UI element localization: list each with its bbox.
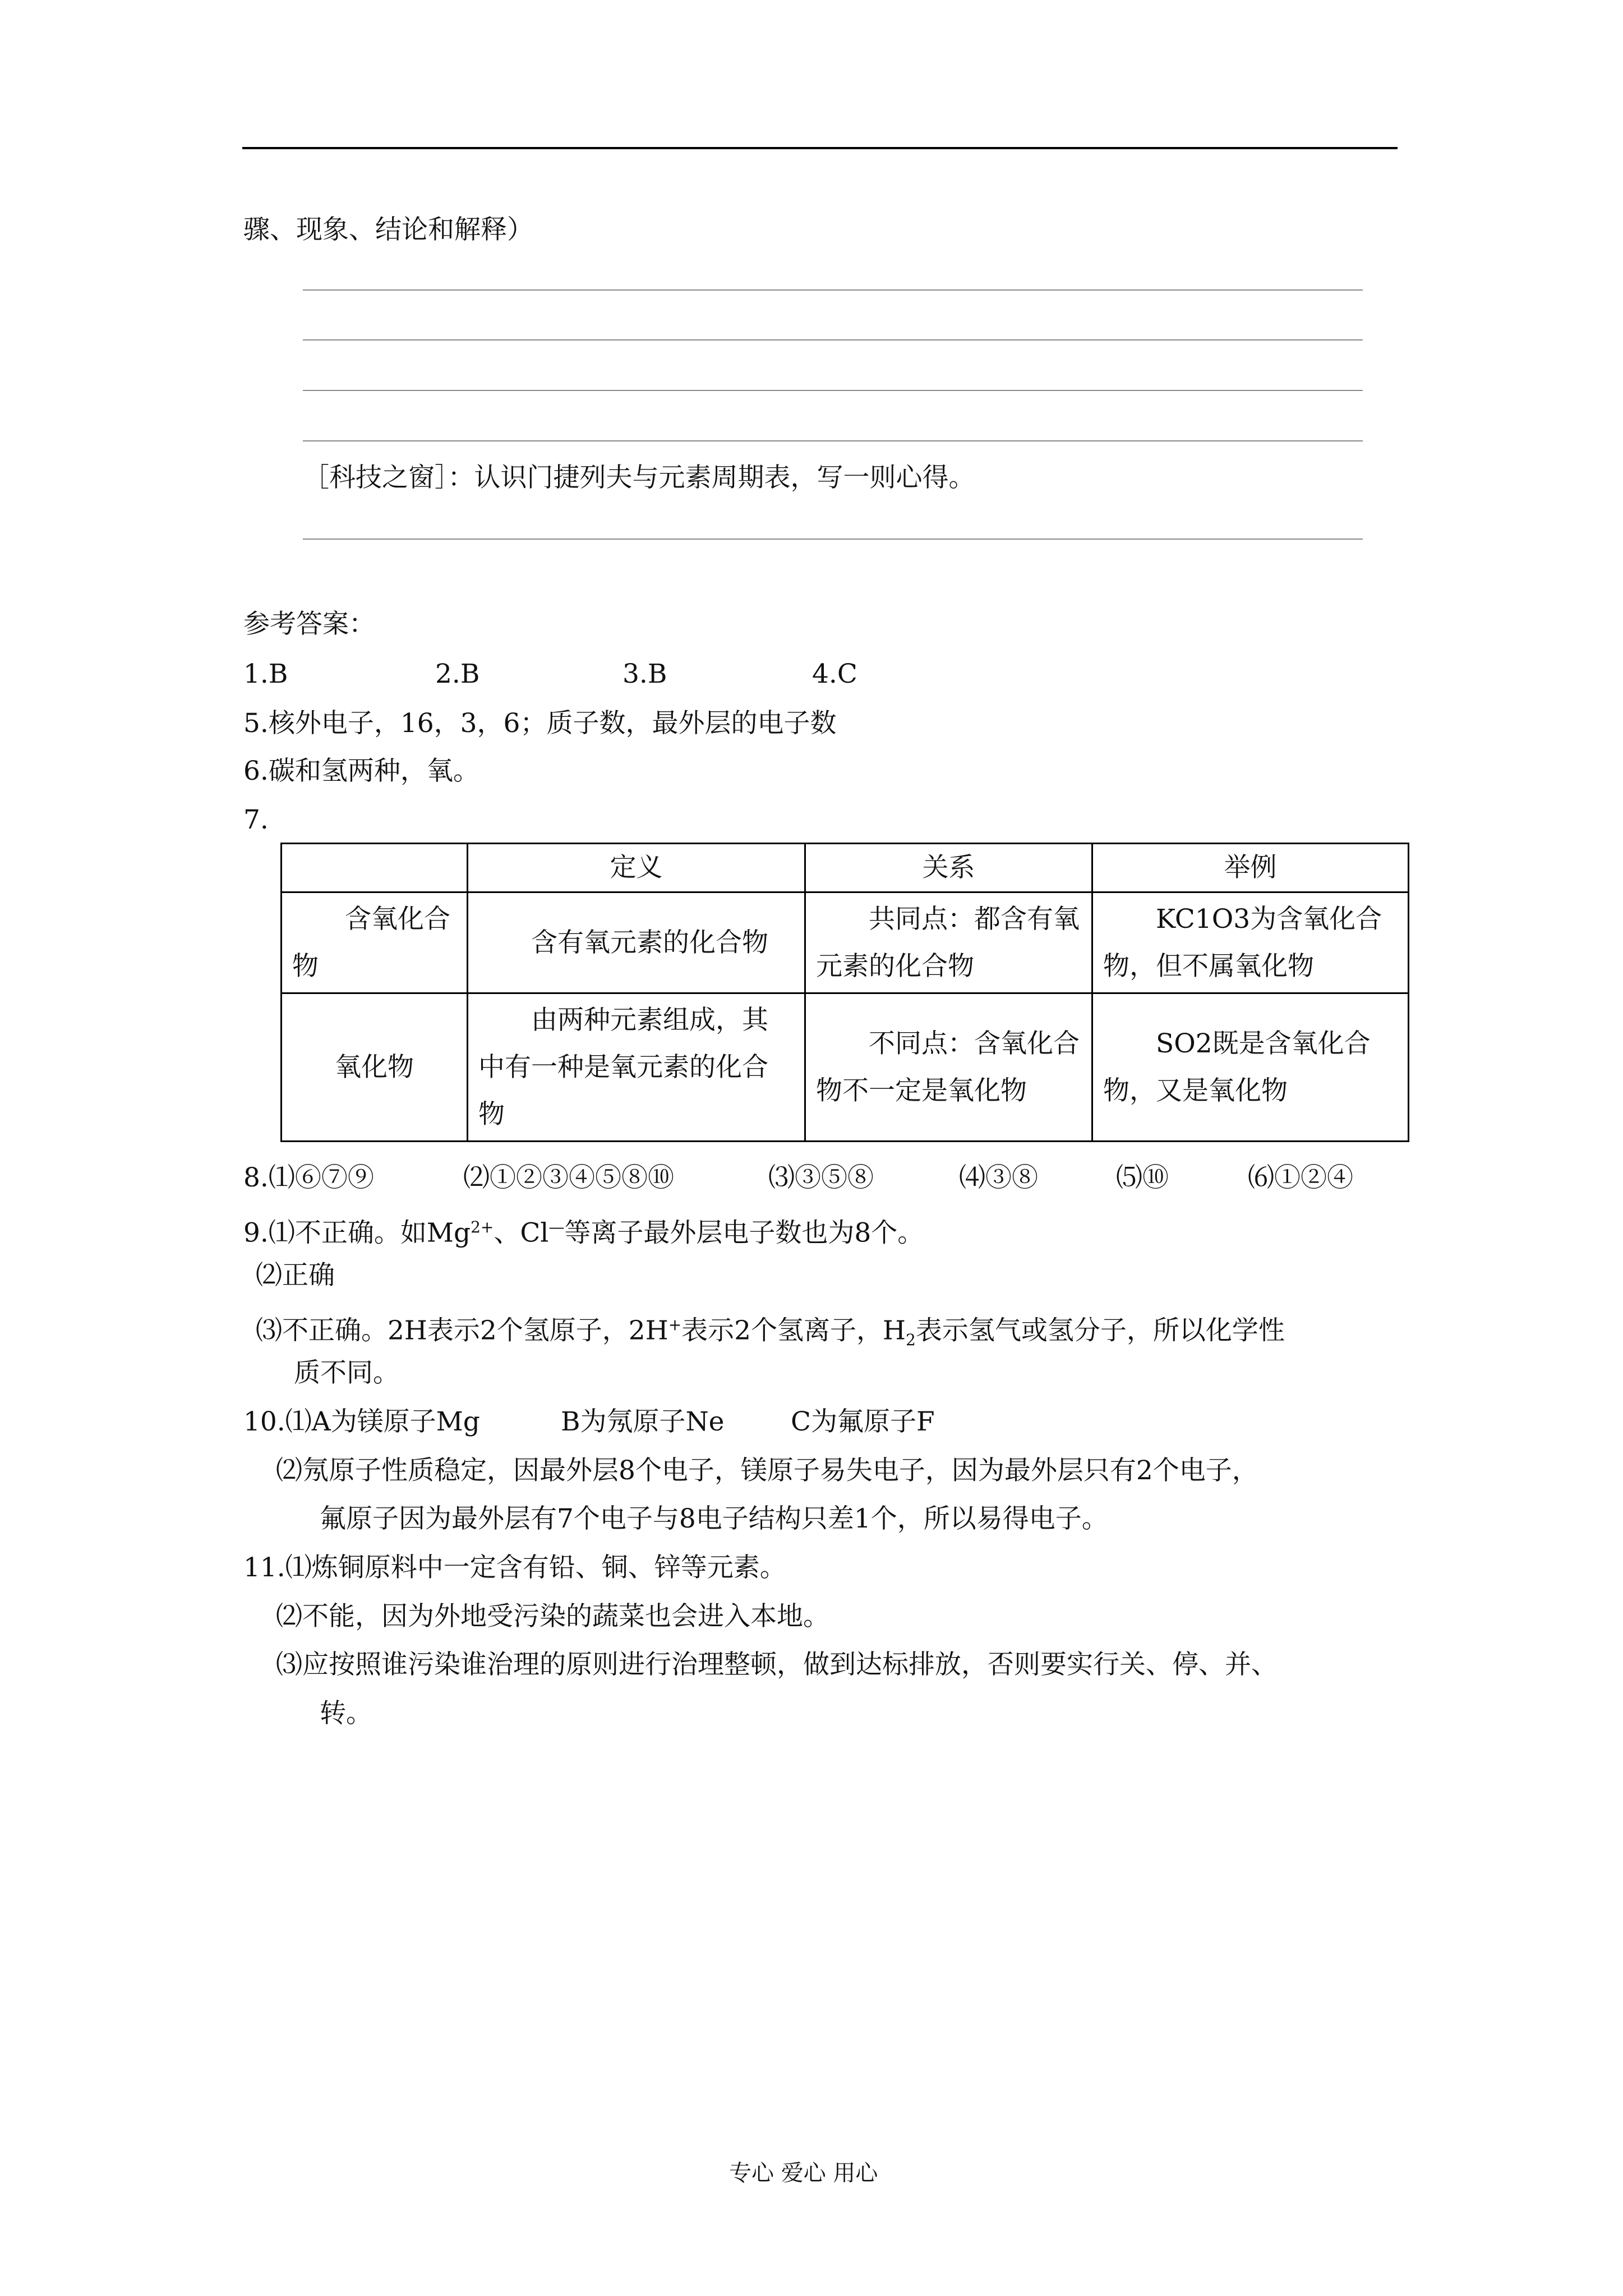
answer-blank-line [303, 390, 1363, 391]
table-cell: 氧化物 [282, 993, 468, 1142]
superscript: + [668, 1315, 682, 1334]
header-fragment: 骤、现象、结论和解释） [243, 214, 533, 245]
table-header-cell: 关系 [805, 844, 1092, 892]
table-cell: 共同点：都含有氧元素的化合物 [805, 892, 1092, 993]
table-cell: SO2既是含氧化合物，又是氧化物 [1092, 993, 1409, 1142]
table-cell: 不同点：含氧化合物不一定是氧化物 [805, 993, 1092, 1142]
answer-11-2: ⑵不能，因为外地受污染的蔬菜也会进入本地。 [276, 1601, 829, 1632]
text-run: 表示氢气或氢分子，所以化学性 [915, 1315, 1285, 1346]
page-footer: 专心 爱心 用心 [729, 2160, 878, 2186]
text-run: 表示2个氢离子，H [681, 1315, 906, 1346]
answer-11-3: ⑶应按照谁污染谁治理的原则进行治理整顿，做到达标排放，否则要实行关、停、并、 [276, 1649, 1278, 1680]
answer-6: 6.碳和氢两种，氧。 [243, 756, 479, 786]
text-run: ⑶不正确。2H表示2个氢原子，2H [256, 1315, 668, 1346]
answer-blank-line [303, 339, 1363, 341]
answer-7-label: 7. [243, 804, 269, 835]
subscript: 2 [906, 1331, 916, 1350]
answer-4: 4.C [812, 659, 857, 689]
oxide-comparison-table [280, 843, 1409, 1142]
answer-9-1 [243, 1211, 924, 1250]
answer-3: 3.B [623, 659, 667, 689]
table-row [282, 993, 1409, 1142]
answer-10-2: ⑵氖原子性质稳定，因最外层8个电子，镁原子易失电子，因为最外层只有2个电子， [276, 1455, 1258, 1486]
table-header-cell: 举例 [1092, 844, 1409, 892]
answers-title: 参考答案： [243, 609, 375, 639]
answer-8-part: ⑵①②③④⑤⑧⑩ [463, 1162, 674, 1193]
tech-window-prompt: ［科技之窗］：认识门捷列夫与元素周期表，写一则心得。 [303, 462, 975, 493]
answer-8-part: ⑹①②④ [1248, 1162, 1353, 1193]
table-header-row [282, 844, 1409, 892]
answer-blank-line [303, 289, 1363, 291]
answer-8-part: ⑷③⑧ [959, 1162, 1038, 1193]
answer-1: 1.B [243, 659, 288, 689]
table-cell: 含氧化合物 [282, 892, 468, 993]
answer-10-1-part: C为氟原子F [791, 1406, 935, 1437]
table-cell: KC1O3为含氧化合物，但不属氧化物 [1092, 892, 1409, 993]
table-header-cell: 定义 [468, 844, 805, 892]
answer-10-2-continued: 氟原子因为最外层有7个电子与8电子结构只差1个，所以易得电子。 [320, 1503, 1108, 1534]
answer-8-part: ⑸⑩ [1116, 1162, 1169, 1193]
superscript: — [548, 1218, 565, 1236]
text-run: 等离子最外层电子数也为8个。 [564, 1217, 924, 1249]
table-cell: 由两种元素组成，其中有一种是氧元素的化合物 [468, 993, 805, 1142]
table-header-cell [282, 844, 468, 892]
answer-10-1-part: 10.⑴A为镁原子Mg [243, 1406, 480, 1437]
answer-9-3 [256, 1308, 1285, 1357]
table-row [282, 892, 1409, 993]
answer-8-part: ⑶③⑤⑧ [768, 1162, 874, 1193]
answer-blank-line [303, 539, 1363, 540]
text-run: 9.⑴不正确。如Mg [243, 1217, 471, 1249]
text-run: 、Cl [494, 1217, 549, 1249]
answer-10-1-part: B为氖原子Ne [561, 1406, 725, 1437]
superscript: 2+ [471, 1218, 494, 1236]
answer-11-1: 11.⑴炼铜原料中一定含有铅、铜、锌等元素。 [243, 1552, 786, 1583]
answer-9-3-continued: 质不同。 [294, 1358, 399, 1388]
answer-2: 2.B [435, 659, 480, 689]
header-rule [242, 147, 1398, 149]
answer-blank-line [303, 440, 1363, 441]
answer-11-3-continued: 转。 [320, 1698, 372, 1729]
table-cell: 含有氧元素的化合物 [468, 892, 805, 993]
answer-9-2: ⑵正确 [256, 1260, 335, 1291]
answer-8-part: 8.⑴⑥⑦⑨ [243, 1162, 374, 1193]
answer-5: 5.核外电子，16，3，6；质子数，最外层的电子数 [243, 708, 837, 739]
